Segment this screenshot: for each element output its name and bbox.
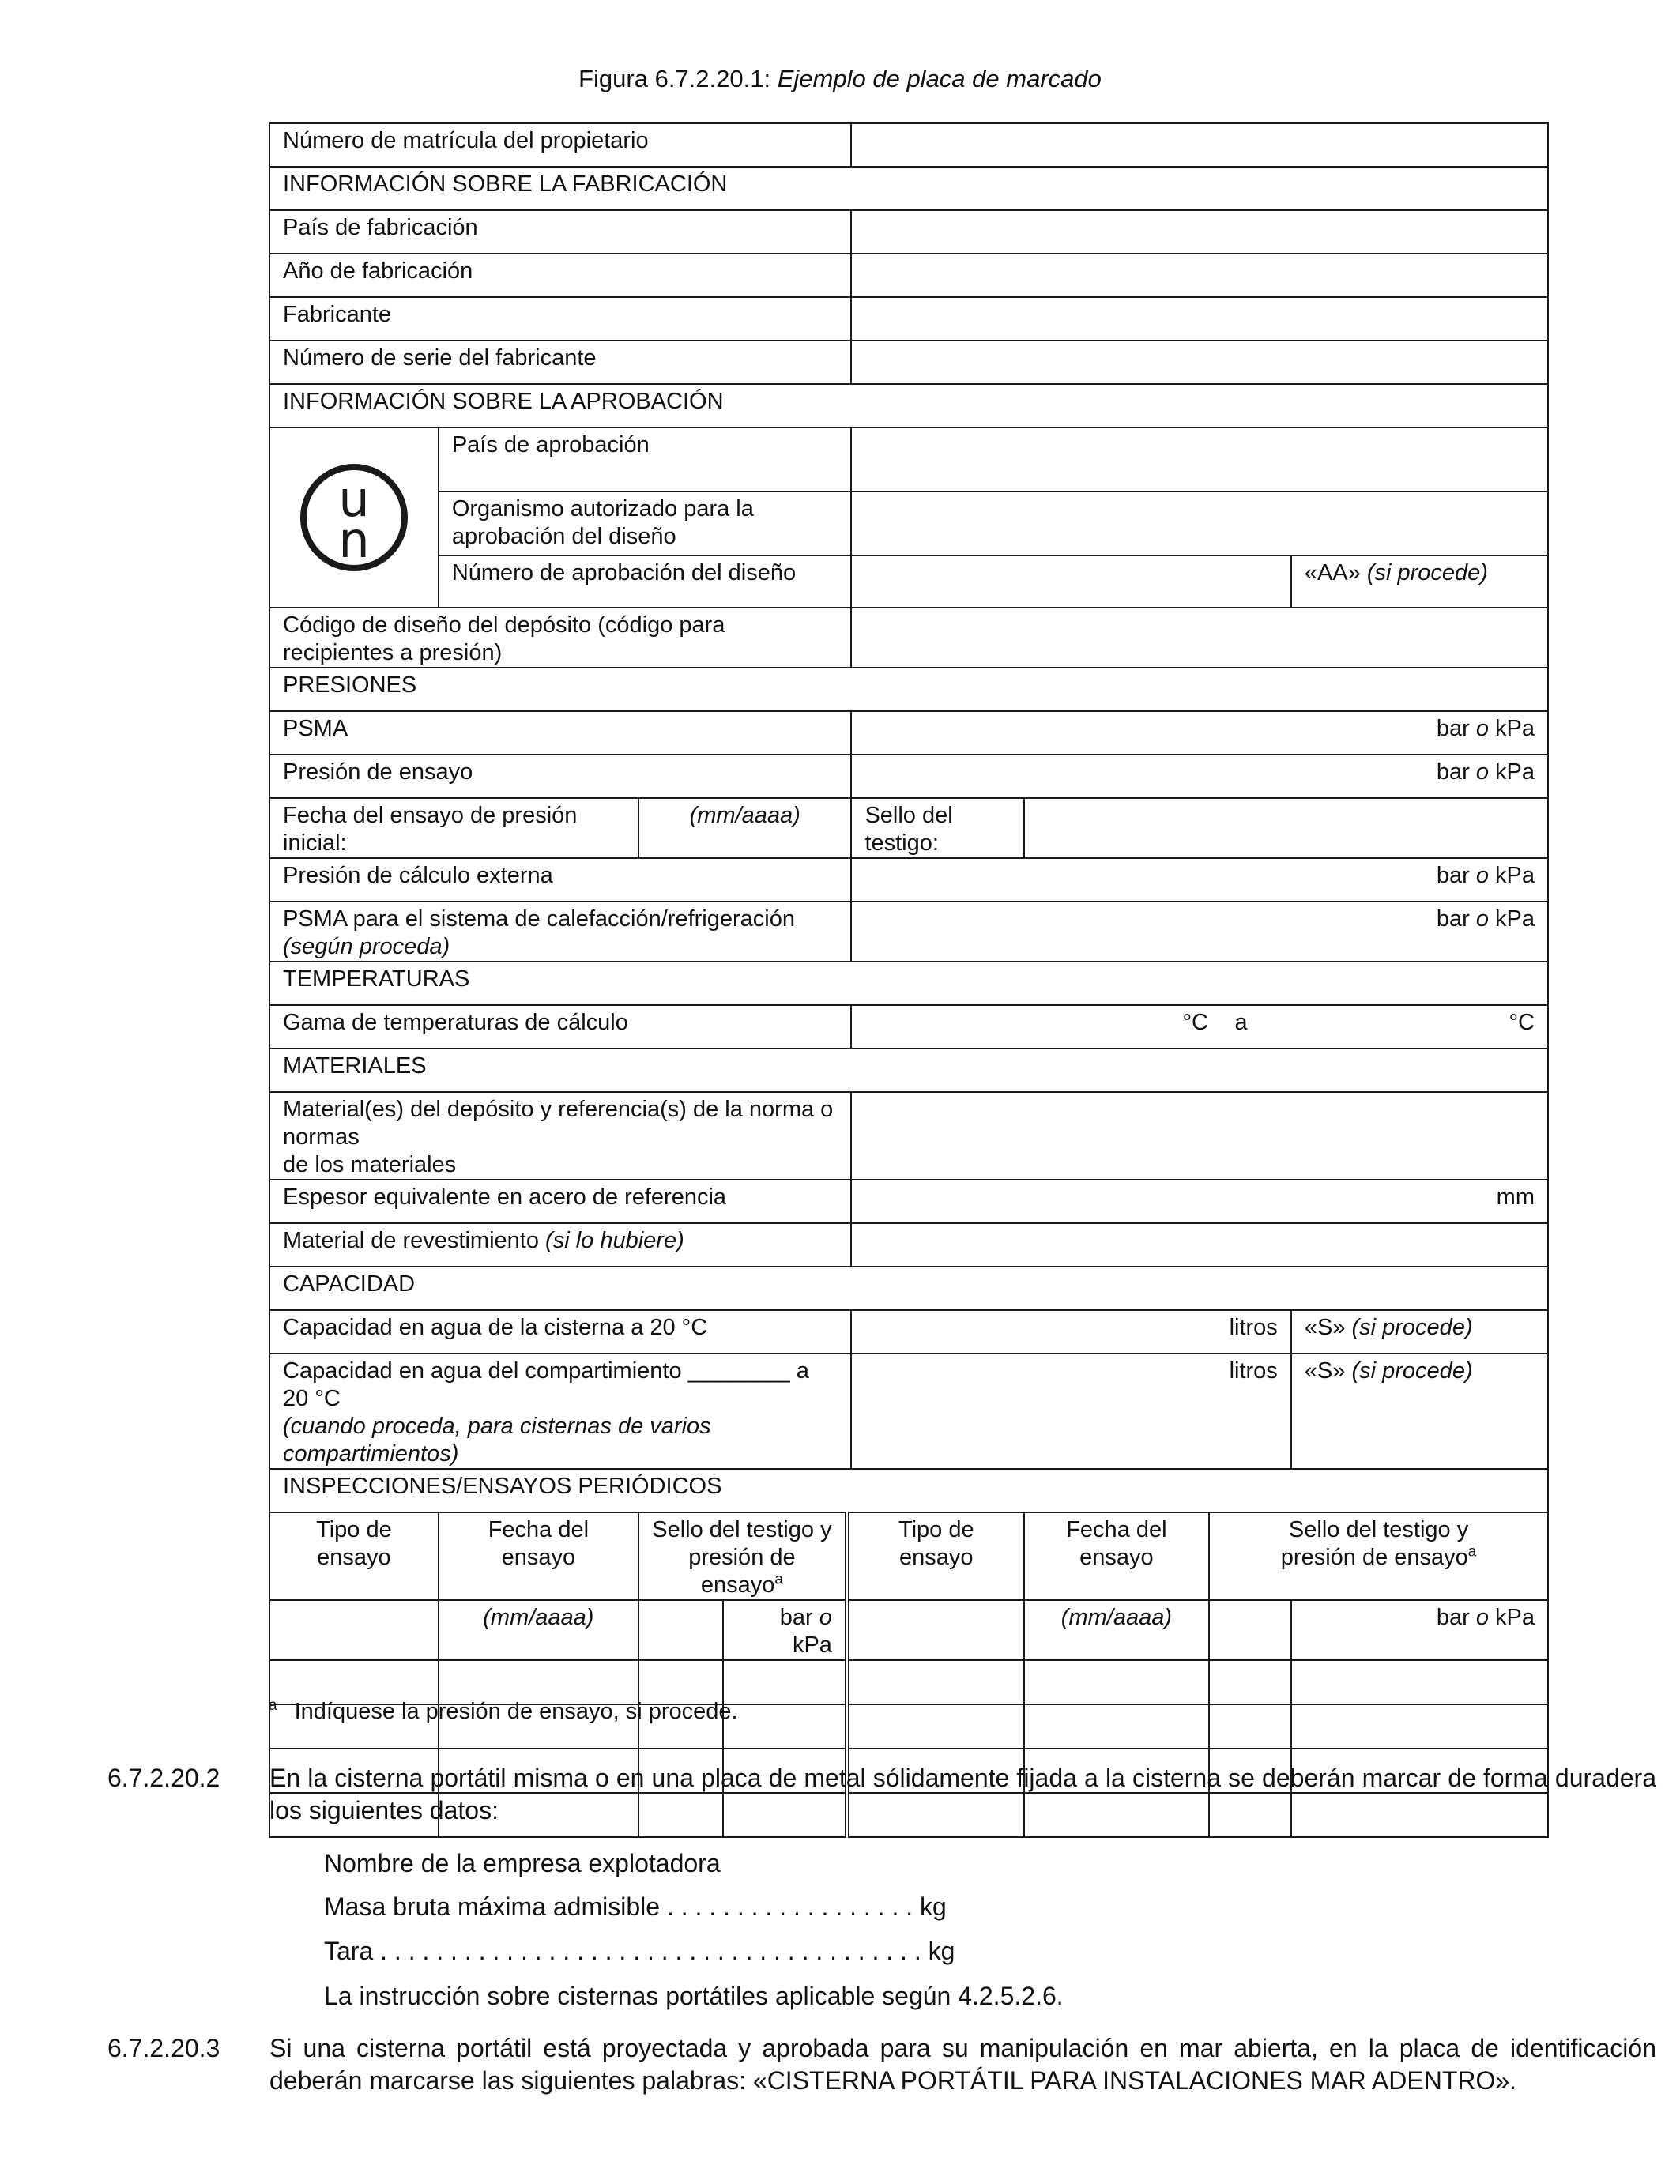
row-capacity-header: [269, 1267, 1548, 1310]
periodic-cell[interactable]: [723, 1704, 847, 1749]
periodic-cell[interactable]: [1209, 1600, 1291, 1660]
footnote: [269, 1699, 738, 1725]
un-symbol-icon: [296, 459, 412, 576]
row-mfg-year: [269, 254, 1548, 297]
periodic-cell[interactable]: [269, 1600, 439, 1660]
approval-country-field[interactable]: [851, 427, 1548, 491]
row-lining: [269, 1223, 1548, 1267]
row-materials-header: [269, 1049, 1548, 1092]
row-heating-mawp: [269, 902, 1548, 962]
un-logo-cell: [269, 427, 439, 608]
aa-cell: [1291, 555, 1548, 608]
design-code-label: Código de diseño del depósito (código para recipientes a presión): [269, 608, 851, 668]
row-approval-body: [269, 491, 1548, 555]
mfg-header: INFORMACIÓN SOBRE LA FABRICACIÓN: [269, 167, 1548, 210]
approval-body-field[interactable]: [851, 491, 1548, 555]
periodic-cell[interactable]: [847, 1704, 1024, 1749]
row-temperatures-header: [269, 962, 1548, 1005]
mfg-year-label: Año de fabricación: [269, 254, 851, 297]
approval-number-label: Número de aprobación del diseño: [439, 555, 852, 608]
row-initial-test: [269, 798, 1548, 858]
external-pressure-field[interactable]: bar o kPa: [851, 858, 1548, 902]
external-pressure-label: Presión de cálculo externa: [269, 858, 851, 902]
approval-body-label: Organismo autorizado para la aprobación del diseño: [439, 491, 852, 555]
witness-stamp-field[interactable]: [1024, 798, 1548, 858]
periodic-cell[interactable]: [1209, 1704, 1291, 1749]
periodic-cell[interactable]: [638, 1660, 723, 1704]
col-test-type-right: Tipo de ensayo: [847, 1512, 1024, 1600]
mfg-country-field[interactable]: [851, 210, 1548, 254]
heating-mawp-label: PSMA para el sistema de calefacción/refrigeración (según proceda): [269, 902, 851, 962]
periodic-cell[interactable]: [1291, 1704, 1548, 1749]
periodic-pressure-unit-right: bar o kPa: [1291, 1600, 1548, 1660]
compartment-s-cell: «S» (si procede): [1291, 1354, 1548, 1469]
section-text: Si una cisterna portátil está proyectada y aprobada para su manipulación en mar abierta, en la placa de identificación deberán marcarse las siguientes palabras: «CISTERNA PORTÁTIL PARA INSTALACIONES MAR ADENTRO».: [269, 2034, 1656, 2095]
list-item: La instrucción sobre cisternas portátiles aplicable según 4.2.5.2.6.: [324, 1982, 1064, 2010]
periodic-cell[interactable]: [1291, 1660, 1548, 1704]
row-equiv-thickness: [269, 1180, 1548, 1223]
row-test-pressure: [269, 755, 1548, 798]
compartment-capacity-field[interactable]: litros: [851, 1354, 1290, 1469]
section-number: 6.7.2.20.3: [107, 2034, 220, 2062]
materials-header: MATERIALES: [269, 1049, 1548, 1092]
row-external-pressure: [269, 858, 1548, 902]
test-pressure-label: Presión de ensayo: [269, 755, 851, 798]
compartment-capacity-label: Capacidad en agua del compartimiento ________ a 20 °C (cuando proceda, para cisternas de varios compartimientos): [269, 1354, 851, 1469]
row-design-code: [269, 608, 1548, 668]
equiv-thickness-field[interactable]: mm: [851, 1180, 1548, 1223]
mawp-label: PSMA: [269, 711, 851, 755]
row-approval-header: [269, 384, 1548, 427]
mfg-year-field[interactable]: [851, 254, 1548, 297]
figure-title: [0, 65, 1680, 93]
row-owner-reg: [269, 123, 1548, 167]
owner-reg-label: Número de matrícula del propietario: [269, 123, 851, 167]
approval-country-label: País de aprobación: [439, 427, 852, 491]
marking-plate-table: [269, 122, 1549, 1838]
shell-materials-field[interactable]: [851, 1092, 1548, 1180]
row-compartment-capacity: [269, 1354, 1548, 1469]
lining-field[interactable]: [851, 1223, 1548, 1267]
manufacturer-field[interactable]: [851, 297, 1548, 341]
manufacturer-label: Fabricante: [269, 297, 851, 341]
svg-text:u: u: [338, 470, 370, 528]
periodic-header: INSPECCIONES/ENSAYOS PERIÓDICOS: [269, 1469, 1548, 1512]
heating-mawp-field[interactable]: bar o kPa: [851, 902, 1548, 962]
approval-header: INFORMACIÓN SOBRE LA APROBACIÓN: [269, 384, 1548, 427]
serial-label: Número de serie del fabricante: [269, 341, 851, 384]
capacity-header: CAPACIDAD: [269, 1267, 1548, 1310]
periodic-cell[interactable]: [1024, 1704, 1210, 1749]
periodic-cell[interactable]: [723, 1660, 847, 1704]
periodic-cell[interactable]: [638, 1600, 723, 1660]
row-periodic-columns: [269, 1512, 1548, 1600]
equiv-thickness-label: Espesor equivalente en acero de referencia: [269, 1180, 851, 1223]
design-temp-field[interactable]: °C a °C: [851, 1005, 1548, 1049]
row-pressures-header: [269, 668, 1548, 711]
periodic-cell[interactable]: [847, 1660, 1024, 1704]
row-periodic-units: [269, 1600, 1548, 1660]
row-shell-materials: [269, 1092, 1548, 1180]
col-stamp-left: Sello del testigo y presión de ensayo$^a$: [638, 1512, 847, 1600]
witness-stamp-label: Sello del testigo:: [851, 798, 1023, 858]
aa-label: «AA»: [1304, 560, 1361, 586]
periodic-cell[interactable]: [1024, 1660, 1210, 1704]
figure-caption: Ejemplo de placa de marcado: [777, 65, 1102, 92]
initial-test-date-field[interactable]: (mm/aaaa): [638, 798, 852, 858]
tank-capacity-label: Capacidad en agua de la cisterna a 20 °C: [269, 1310, 851, 1354]
periodic-cell[interactable]: [439, 1660, 638, 1704]
col-test-date-right: Fecha del ensayo: [1024, 1512, 1210, 1600]
mfg-country-label: País de fabricación: [269, 210, 851, 254]
approval-number-field[interactable]: [851, 555, 1290, 608]
list-item: Tara . . . . . . . . . . . . . . . . . . . . . . . . . . . . . . . . . . . . . . . kg: [324, 1937, 955, 1965]
tank-capacity-field[interactable]: litros: [851, 1310, 1290, 1354]
figure-label: Figura 6.7.2.20.1:: [578, 65, 771, 92]
footnote-text: Indíquese la presión de ensayo, si procede.: [294, 1699, 738, 1724]
footnote-marker: a: [269, 1697, 277, 1715]
temperatures-header: TEMPERATURAS: [269, 962, 1548, 1005]
periodic-cell[interactable]: [1209, 1660, 1291, 1704]
row-mawp: [269, 711, 1548, 755]
row-design-temp: [269, 1005, 1548, 1049]
mawp-field[interactable]: bar o kPa: [851, 711, 1548, 755]
pressures-header: PRESIONES: [269, 668, 1548, 711]
row-mfg-country: [269, 210, 1548, 254]
list-item: Nombre de la empresa explotadora: [324, 1849, 721, 1877]
row-manufacturer: [269, 297, 1548, 341]
row-serial: [269, 341, 1548, 384]
initial-test-date-label: Fecha del ensayo de presión inicial:: [269, 798, 638, 858]
svg-text:n: n: [338, 511, 370, 569]
periodic-date-format-right: (mm/aaaa): [1024, 1600, 1210, 1660]
periodic-pressure-unit-left: bar o kPa: [723, 1600, 847, 1660]
row-mfg-header: [269, 167, 1548, 210]
col-test-date-left: Fecha del ensayo: [439, 1512, 638, 1600]
periodic-date-format-left: (mm/aaaa): [439, 1600, 638, 1660]
design-temp-label: Gama de temperaturas de cálculo: [269, 1005, 851, 1049]
periodic-cell[interactable]: [269, 1660, 439, 1704]
section-number: 6.7.2.20.2: [107, 1764, 220, 1792]
design-code-field[interactable]: [851, 608, 1548, 668]
col-test-type-left: Tipo de ensayo: [269, 1512, 439, 1600]
row-tank-capacity: [269, 1310, 1548, 1354]
section-text: En la cisterna portátil misma o en una placa de metal sólidamente fijada a la cisterna se deberán marcar de forma duradera los siguientes datos:: [269, 1764, 1656, 1824]
serial-field[interactable]: [851, 341, 1548, 384]
row-periodic-header: [269, 1469, 1548, 1512]
list-item: Masa bruta máxima admisible . . . . . . . . . . . . . . . . . . kg: [324, 1892, 947, 1921]
row-periodic-blank: [269, 1660, 1548, 1704]
periodic-cell[interactable]: [847, 1600, 1024, 1660]
row-approval-country: [269, 427, 1548, 491]
shell-materials-label: Material(es) del depósito y referencia(s) de la norma o normas de los materiales: [269, 1092, 851, 1180]
aa-if-applicable: (si procede): [1366, 560, 1488, 586]
owner-reg-field[interactable]: [851, 123, 1548, 167]
row-approval-number: [269, 555, 1548, 608]
test-pressure-field[interactable]: bar o kPa: [851, 755, 1548, 798]
tank-capacity-s-cell: «S» (si procede): [1291, 1310, 1548, 1354]
lining-label: Material de revestimiento (si lo hubiere): [269, 1223, 851, 1267]
col-stamp-right: Sello del testigo y presión de ensayo$^a$: [1209, 1512, 1548, 1600]
